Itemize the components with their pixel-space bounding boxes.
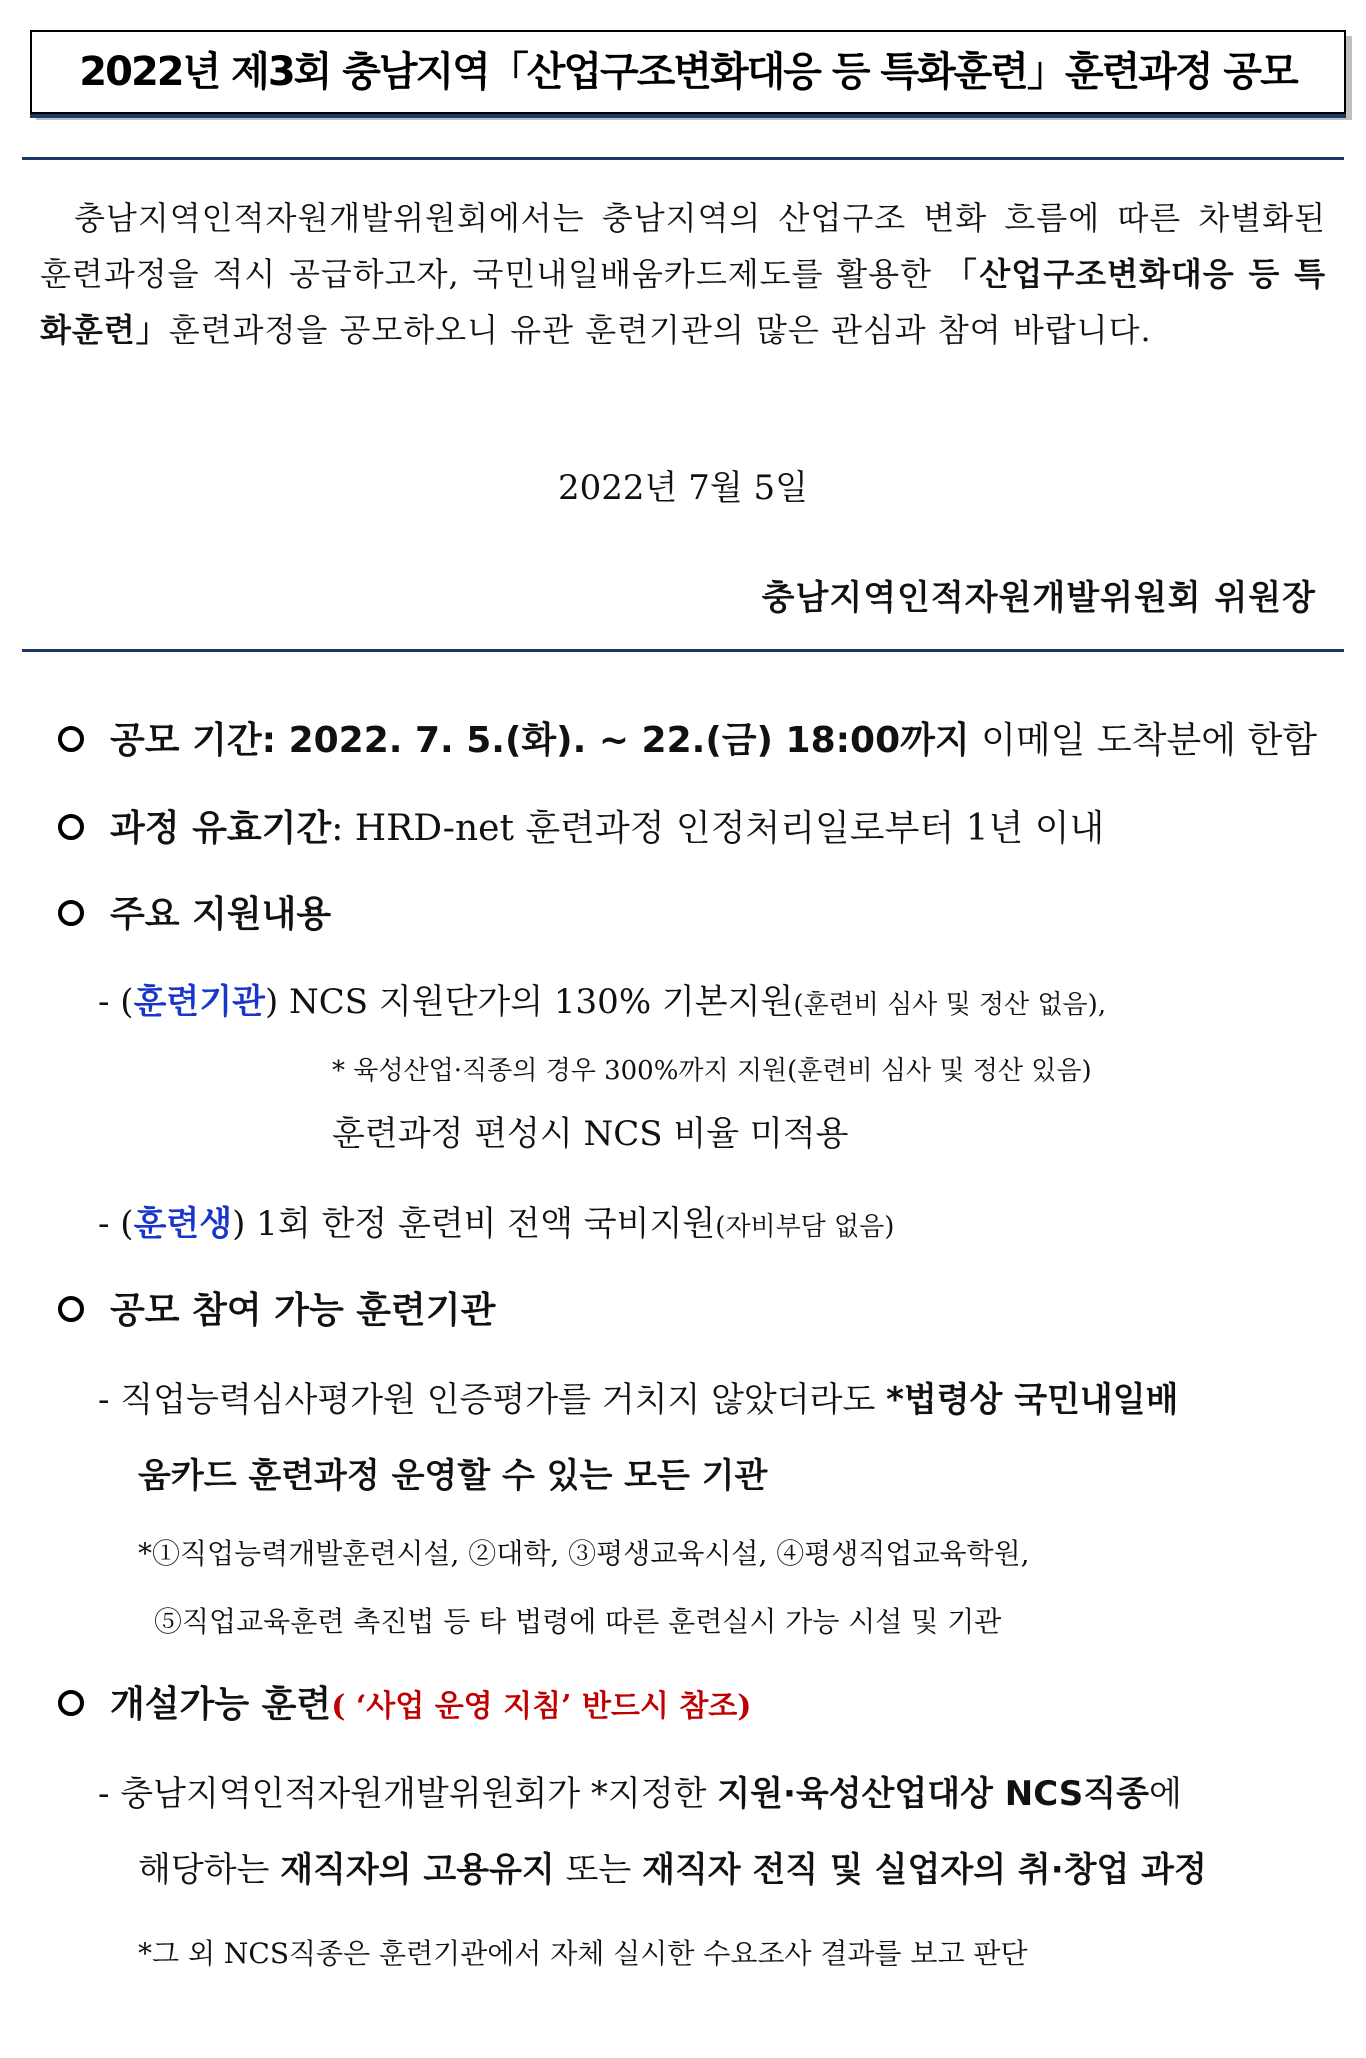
- support-inst-tag: 훈련기관: [133, 982, 265, 1022]
- intro-text-before: 충남지역인적자원개발위원회에서는 충남지역의 산업구조 변화 흐름에 따른 차별화된 훈련과정을 적시 공급하고자, 국민내일배움카드제도를 활용한: [40, 199, 1326, 293]
- circle-bullet-icon: [58, 1690, 84, 1716]
- support-institution: [98, 974, 1106, 1023]
- courses-label: 개설가능 훈련: [110, 1684, 332, 1725]
- courses-l2-b: 재직자의 고용유지: [280, 1850, 555, 1890]
- document-title: 2022년 제3회 충남지역「산업구조변화대응 등 특화훈련」훈련과정 공모: [79, 49, 1297, 95]
- item-support: [58, 886, 331, 937]
- intro-text-after: 훈련과정을 공모하오니 유관 훈련기관의 많은 관심과 참여 바랍니다.: [168, 311, 1152, 349]
- eligible-note2: ⑤직업교육훈련 촉진법 등 타 법령에 따른 훈련실시 가능 시설 및 기관: [154, 1605, 1002, 1638]
- courses-l1-b: 지원·육성산업대상 NCS직종: [717, 1774, 1149, 1814]
- item-period: [58, 712, 1317, 763]
- support-label: 주요 지원내용: [110, 894, 332, 935]
- validity-text: : HRD-net 훈련과정 인정처리일로부터 1년 이내: [331, 808, 1105, 849]
- support-trainee-text: 1회 한정 훈련비 전액 국비지원: [245, 1204, 716, 1244]
- circle-bullet-icon: [58, 726, 84, 752]
- support-trainee: [98, 1196, 894, 1245]
- item-eligible: [58, 1282, 495, 1333]
- support-inst-note: * 육성산업·직종의 경우 300%까지 지원(훈련비 심사 및 정산 있음): [332, 1056, 1092, 1086]
- eligible-note1: *①직업능력개발훈련시설, ②대학, ③평생교육시설, ④평생직업교육학원,: [138, 1537, 1030, 1570]
- item-validity: [58, 800, 1104, 851]
- intro-paragraph: [40, 190, 1326, 358]
- courses-dash: -: [98, 1774, 121, 1814]
- eligible-dash: -: [98, 1380, 121, 1420]
- circle-bullet-icon: [58, 814, 84, 840]
- support-inst-dash: - (: [98, 982, 134, 1022]
- courses-l1-c: 에: [1148, 1774, 1182, 1814]
- divider-top: [22, 157, 1344, 160]
- eligible-bold2: 움카드 훈련과정 운영할 수 있는 모든 기관: [138, 1456, 768, 1496]
- item-courses: [58, 1676, 751, 1727]
- title-underline: [30, 114, 1346, 118]
- courses-red-note: ( ‘사업 운영 지침’ 반드시 참조): [331, 1689, 752, 1724]
- courses-detail-line2: [138, 1842, 1207, 1891]
- courses-detail-line1: [98, 1766, 1182, 1815]
- support-inst-text: NCS 지원단가의 130% 기본지원: [278, 982, 794, 1022]
- eligible-bold1: *법령상 국민내일배: [886, 1380, 1179, 1420]
- circle-bullet-icon: [58, 900, 84, 926]
- support-inst-close: ): [264, 982, 279, 1022]
- title-box: [30, 30, 1346, 114]
- eligible-label: 공모 참여 가능 훈련기관: [110, 1290, 496, 1331]
- support-trainee-dash: - (: [98, 1204, 134, 1244]
- period-text: 이메일 도착분에 한함: [969, 720, 1318, 761]
- courses-l2-d: 재직자 전직 및 실업자의 취·창업 과정: [642, 1850, 1207, 1890]
- intro-bold-program: 「산업구조변화대응 등 특화훈련」: [40, 255, 1326, 349]
- support-inst-line2: 훈련과정 편성시 NCS 비율 미적용: [332, 1114, 849, 1154]
- notice-date: 2022년 7월 5일: [558, 468, 808, 508]
- period-label: 공모 기간: 2022. 7. 5.(화). ~ 22.(금) 18:00까지: [110, 720, 970, 761]
- courses-l2-a: 해당하는: [138, 1850, 281, 1890]
- courses-note: *그 외 NCS직종은 훈련기관에서 자체 실시한 수요조사 결과를 보고 판단: [138, 1937, 1028, 1970]
- eligible-text: 직업능력심사평가원 인증평가를 거치지 않았더라도: [120, 1380, 887, 1420]
- divider-bottom: [22, 649, 1344, 652]
- validity-label: 과정 유효기간: [110, 808, 332, 849]
- circle-bullet-icon: [58, 1296, 84, 1322]
- courses-l1-a: 충남지역인적자원개발위원회가 *지정한: [120, 1774, 718, 1814]
- support-trainee-small: (자비부담 없음): [715, 1212, 895, 1242]
- support-inst-small: (훈련비 심사 및 정산 없음),: [793, 990, 1107, 1020]
- courses-l2-c: 또는: [554, 1850, 643, 1890]
- eligible-detail-line1: [98, 1372, 1178, 1421]
- support-trainee-close: ): [232, 1204, 246, 1244]
- support-trainee-tag: 훈련생: [133, 1204, 233, 1244]
- signer: 충남지역인적자원개발위원회 위원장: [761, 578, 1316, 618]
